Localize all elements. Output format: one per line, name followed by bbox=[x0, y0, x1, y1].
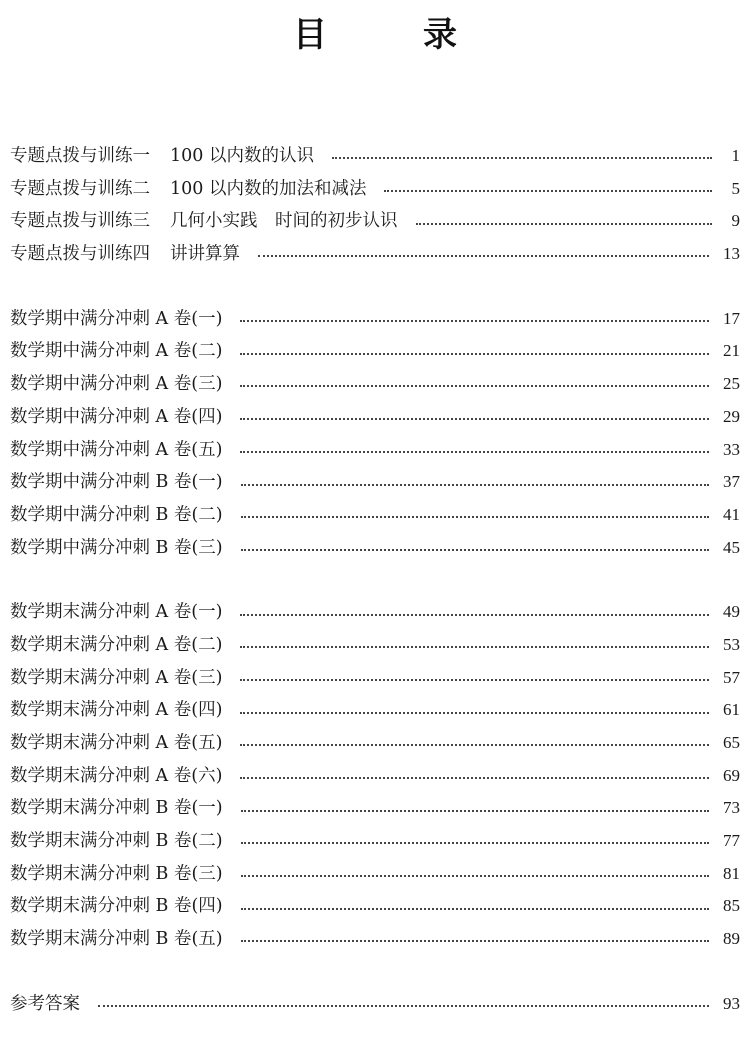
toc-entry[interactable] bbox=[10, 890, 740, 923]
toc-entry-label: 数学期末满分冲刺 A 卷(一) bbox=[10, 602, 223, 623]
toc-leader-dots bbox=[240, 677, 709, 681]
toc-entry-label: 数学期中满分冲刺 A 卷(二) bbox=[10, 341, 223, 362]
toc-entry-page-number: 17 bbox=[723, 308, 740, 328]
toc-entry-page-number: 5 bbox=[731, 178, 740, 198]
toc-leader-dots bbox=[241, 547, 709, 551]
toc-leader-dots bbox=[258, 253, 709, 257]
toc-entry[interactable] bbox=[10, 694, 740, 727]
toc-entry-label: 数学期末满分冲刺 A 卷(六) bbox=[10, 765, 223, 786]
toc-entry-subtitle: 100 以内数的认识 bbox=[170, 146, 314, 166]
toc-entry[interactable] bbox=[10, 335, 740, 368]
toc-entry-page-number: 25 bbox=[723, 374, 740, 394]
toc-entry[interactable] bbox=[10, 140, 740, 173]
toc-entry-answers[interactable] bbox=[10, 988, 740, 1021]
toc-entry-page-number: 73 bbox=[723, 798, 740, 818]
toc-entry[interactable] bbox=[10, 596, 740, 629]
toc-entry-label: 数学期末满分冲刺 B 卷(四) bbox=[10, 896, 223, 917]
toc-leader-dots bbox=[384, 188, 712, 192]
toc-entry-page-number: 53 bbox=[723, 634, 740, 654]
toc-entry-page-number: 37 bbox=[723, 472, 740, 492]
toc-entry-page-number: 81 bbox=[723, 863, 740, 883]
toc-entry-page-number: 77 bbox=[723, 831, 740, 851]
toc-leader-dots bbox=[240, 775, 709, 779]
toc-entry-page-number: 33 bbox=[723, 439, 740, 459]
toc-group-midterm bbox=[10, 303, 740, 565]
toc-entry[interactable] bbox=[10, 466, 740, 499]
toc-entry-subtitle: 讲讲算算 bbox=[170, 244, 240, 265]
toc-leader-dots bbox=[240, 742, 709, 746]
toc-leader-dots bbox=[241, 482, 709, 486]
page-title-char-1: 目 bbox=[293, 14, 327, 55]
toc-entry-page-number: 61 bbox=[723, 700, 740, 720]
toc-leader-dots bbox=[241, 938, 709, 942]
toc-entry-label: 数学期末满分冲刺 B 卷(二) bbox=[10, 831, 223, 852]
toc-entry-page-number: 65 bbox=[723, 733, 740, 752]
toc-entry-label: 数学期中满分冲刺 B 卷(二) bbox=[10, 504, 223, 525]
toc-group-topics bbox=[10, 140, 740, 271]
toc-entry[interactable] bbox=[10, 238, 740, 271]
toc-entry-subtitle: 几何小实践 时间的初步认识 bbox=[170, 211, 398, 232]
toc-leader-dots bbox=[240, 351, 709, 355]
toc-entry-page-number: 21 bbox=[723, 341, 740, 361]
toc-entry-label: 数学期末满分冲刺 A 卷(四) bbox=[10, 700, 223, 721]
toc-entry-label: 数学期末满分冲刺 B 卷(三) bbox=[10, 863, 223, 884]
toc-group-answers bbox=[10, 988, 740, 1021]
toc-entry-label: 数学期中满分冲刺 A 卷(一) bbox=[10, 308, 223, 329]
toc-entry-page-number: 45 bbox=[723, 537, 740, 557]
toc-entry[interactable] bbox=[10, 923, 740, 956]
toc-entry[interactable] bbox=[10, 825, 740, 858]
toc-entry[interactable] bbox=[10, 760, 740, 793]
toc-entry-page-number: 57 bbox=[723, 667, 740, 687]
toc-entry[interactable] bbox=[10, 303, 740, 336]
toc-entry-page-number: 13 bbox=[723, 244, 740, 264]
toc-entry-label: 数学期末满分冲刺 A 卷(五) bbox=[10, 733, 223, 753]
toc-entry-page-number: 9 bbox=[731, 211, 740, 231]
toc-entry-subtitle: 100 以内数的加法和减法 bbox=[170, 178, 367, 199]
table-of-contents bbox=[10, 140, 740, 1021]
toc-group-final bbox=[10, 596, 740, 956]
toc-entry-label: 数学期中满分冲刺 A 卷(三) bbox=[10, 374, 223, 395]
page-title bbox=[0, 6, 750, 56]
toc-entry-label: 数学期中满分冲刺 A 卷(四) bbox=[10, 406, 223, 427]
toc-entry[interactable] bbox=[10, 662, 740, 695]
toc-leader-dots bbox=[241, 840, 709, 844]
toc-leader-dots bbox=[98, 1003, 709, 1007]
toc-entry[interactable] bbox=[10, 532, 740, 565]
toc-leader-dots bbox=[241, 873, 709, 877]
toc-entry-label: 专题点拨与训练一 bbox=[10, 146, 150, 166]
toc-entry-label: 数学期中满分冲刺 B 卷(三) bbox=[10, 537, 223, 558]
toc-leader-dots bbox=[240, 644, 709, 648]
toc-entry[interactable] bbox=[10, 401, 740, 434]
toc-entry[interactable] bbox=[10, 629, 740, 662]
toc-entry[interactable] bbox=[10, 499, 740, 532]
toc-entry-label: 数学期末满分冲刺 B 卷(五) bbox=[10, 929, 223, 950]
toc-entry-label: 数学期中满分冲刺 B 卷(一) bbox=[10, 472, 223, 493]
toc-entry[interactable] bbox=[10, 368, 740, 401]
toc-entry[interactable] bbox=[10, 173, 740, 206]
toc-leader-dots bbox=[240, 612, 709, 616]
toc-entry-page-number: 85 bbox=[723, 896, 740, 916]
toc-leader-dots bbox=[416, 221, 713, 225]
toc-entry[interactable] bbox=[10, 727, 740, 760]
toc-entry-page-number: 69 bbox=[723, 765, 740, 785]
toc-entry-page-number: 41 bbox=[723, 504, 740, 524]
toc-leader-dots bbox=[240, 710, 709, 714]
toc-entry-label: 数学期末满分冲刺 A 卷(三) bbox=[10, 667, 223, 688]
toc-leader-dots bbox=[240, 318, 709, 322]
toc-entry-label: 参考答案 bbox=[10, 993, 80, 1014]
toc-leader-dots bbox=[240, 383, 709, 387]
toc-entry-page-number: 29 bbox=[723, 406, 740, 426]
toc-entry[interactable] bbox=[10, 205, 740, 238]
toc-entry-page-number: 93 bbox=[723, 993, 740, 1013]
toc-entry[interactable] bbox=[10, 792, 740, 825]
toc-entry-page-number: 89 bbox=[723, 929, 740, 949]
toc-leader-dots bbox=[240, 449, 709, 453]
toc-leader-dots bbox=[332, 155, 712, 159]
toc-leader-dots bbox=[240, 416, 709, 420]
toc-entry-label: 数学期末满分冲刺 B 卷(一) bbox=[10, 798, 223, 819]
page-title-char-2: 录 bbox=[423, 14, 457, 55]
toc-entry-label: 数学期中满分冲刺 A 卷(五) bbox=[10, 439, 223, 460]
toc-leader-dots bbox=[241, 514, 709, 518]
toc-leader-dots bbox=[241, 906, 709, 910]
toc-entry-label: 专题点拨与训练三 bbox=[10, 211, 150, 232]
toc-entry-label: 数学期末满分冲刺 A 卷(二) bbox=[10, 634, 223, 655]
toc-entry-page-number: 49 bbox=[723, 602, 740, 622]
toc-entry-page-number: 1 bbox=[731, 146, 740, 165]
toc-leader-dots bbox=[241, 808, 709, 812]
toc-entry-label: 专题点拨与训练四 bbox=[10, 244, 150, 265]
toc-entry-label: 专题点拨与训练二 bbox=[10, 178, 150, 199]
toc-entry[interactable] bbox=[10, 434, 740, 467]
toc-entry[interactable] bbox=[10, 858, 740, 891]
